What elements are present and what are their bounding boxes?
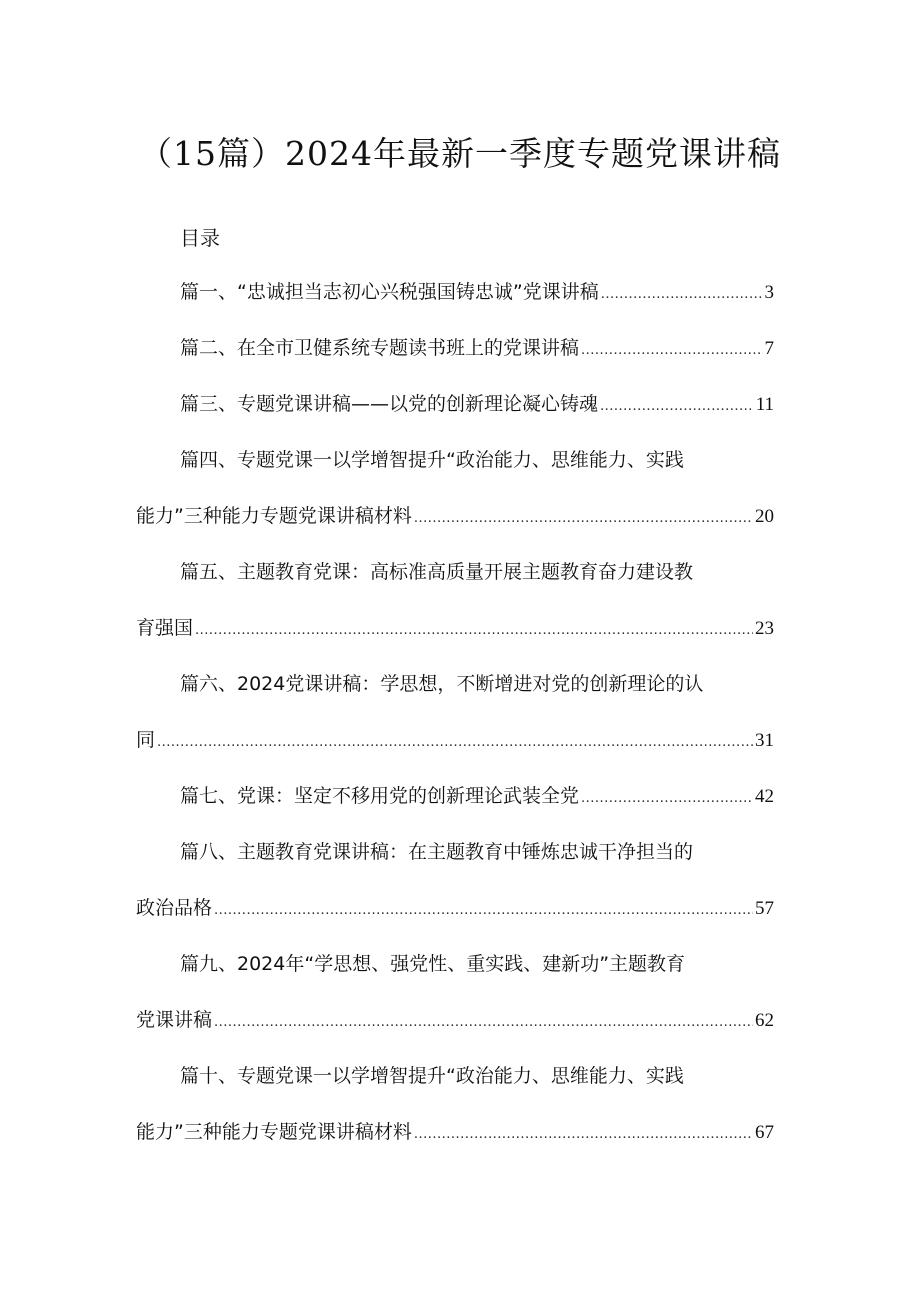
toc-leader-dots <box>600 395 754 419</box>
toc-page-number: 31 <box>755 730 774 751</box>
toc-entry-3[interactable] <box>180 392 774 416</box>
toc-entry-title-line2: 能力”三种能力专题党课讲稿材料 <box>136 505 412 527</box>
toc-entry-title-line2: 同 <box>136 729 156 751</box>
toc-page-number: 62 <box>755 1010 774 1031</box>
toc-leader-dots <box>414 1123 753 1147</box>
toc-entry-title-line1: 篇六、2024党课讲稿：学思想，不断增进对党的创新理论的认 <box>180 673 704 695</box>
toc-leader-dots <box>157 731 753 755</box>
toc-entry-title: 篇三、专题党课讲稿——以党的创新理论凝心铸魂 <box>180 393 599 415</box>
toc-leader-dots <box>414 507 753 531</box>
toc-page-number: 7 <box>764 338 774 359</box>
toc-leader-dots <box>214 899 753 923</box>
toc-leader-dots <box>581 787 753 811</box>
toc-page-number: 42 <box>755 786 774 807</box>
toc-entry-title-line1: 篇四、专题党课一以学增智提升“政治能力、思维能力、实践 <box>180 449 684 471</box>
toc-entry-title-line2: 能力”三种能力专题党课讲稿材料 <box>136 1121 412 1143</box>
toc-entry-1[interactable] <box>180 280 774 304</box>
document-title: （15篇）2024年最新一季度专题党课讲稿 <box>139 134 781 173</box>
toc-page-number: 23 <box>755 618 774 639</box>
toc-entry-title: 篇一、“忠诚担当志初心兴税强国铸忠诚”党课讲稿 <box>180 281 599 303</box>
toc-entry-title-line1: 篇八、主题教育党课讲稿：在主题教育中锤炼忠诚干净担当的 <box>180 841 694 863</box>
toc-leader-dots <box>214 1011 753 1035</box>
toc-page-number: 57 <box>755 898 774 919</box>
toc-page-number: 67 <box>755 1122 774 1143</box>
toc-heading: 目录 <box>180 226 220 250</box>
toc-page-number: 11 <box>755 394 774 415</box>
toc-entry-title-line1: 篇五、主题教育党课：高标准高质量开展主题教育奋力建设教 <box>180 561 694 583</box>
toc-page-number: 3 <box>764 282 774 303</box>
toc-entry-title: 篇二、在全市卫健系统专题读书班上的党课讲稿 <box>180 337 580 359</box>
toc-entry-title: 篇七、党课：坚定不移用党的创新理论武装全党 <box>180 785 580 807</box>
toc-entry-2[interactable] <box>180 336 774 360</box>
toc-entry-7[interactable] <box>180 784 774 808</box>
toc-entry-title-line1: 篇十、专题党课一以学增智提升“政治能力、思维能力、实践 <box>180 1065 684 1087</box>
toc-entry-title-line2: 党课讲稿 <box>136 1009 213 1031</box>
toc-entry-title-line2: 政治品格 <box>136 897 213 919</box>
toc-leader-dots <box>195 619 753 643</box>
toc-leader-dots <box>581 339 762 363</box>
toc-entry-title-line1: 篇九、2024年“学思想、强党性、重实践、建新功”主题教育 <box>180 953 686 975</box>
toc-page-number: 20 <box>755 506 774 527</box>
toc-leader-dots <box>601 283 763 307</box>
toc-entry-title-line2: 育强国 <box>136 617 194 639</box>
